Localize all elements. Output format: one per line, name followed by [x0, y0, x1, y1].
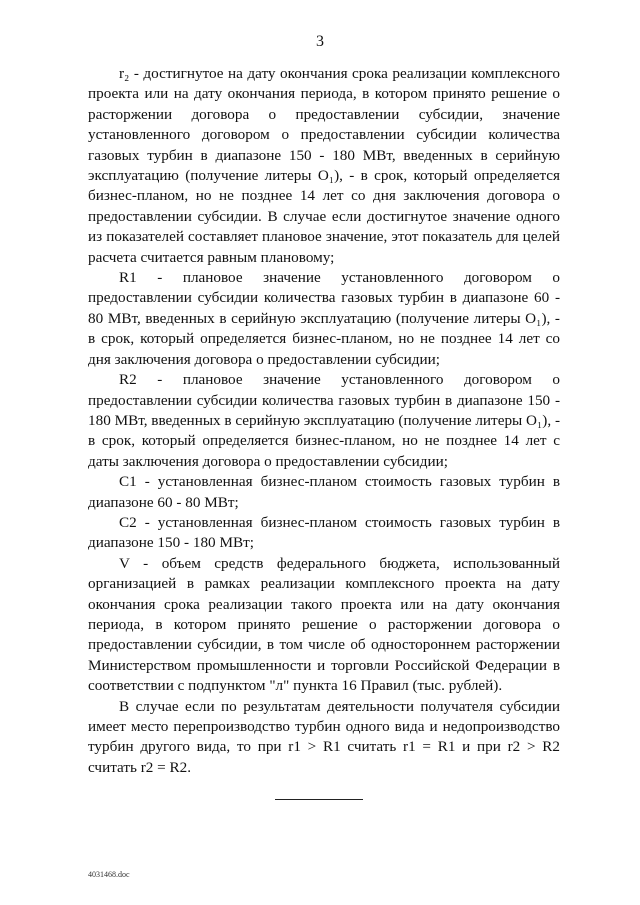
- paragraph-C1-definition: C1 - установленная бизнес-планом стоимость газовых турбин в диапазоне 60 - 80 МВт;: [88, 473, 560, 511]
- paragraph-C2-definition: C2 - установленная бизнес-планом стоимость газовых турбин в диапазоне 150 - 180 МВт;: [88, 513, 560, 552]
- paragraph-R2-definition: R2 - плановое значение установленного договором о предоставлении субсидии количества газовых турбин в диапазоне 150 - 180 МВт, введенных в серийную эксплуатацию (получение литеры O₁), - в срок, который определяется бизнес-планом, но не позднее 14 лет с даты заключения договора о предоставлении субсидии;: [88, 371, 561, 470]
- footer-doc-code: 4031468.doc: [88, 870, 130, 879]
- page-number: 3: [316, 33, 324, 50]
- end-divider: [275, 799, 363, 800]
- paragraph-V-definition: V - объем средств федерального бюджета, использованный организацией в рамках реализации комплексного проекта на дату окончания срока реализации такого проекта или на дату окончания периода, в котором принято решение о расторжении договора о предоставлении субсидии, в том числе об одностороннем расторжении Министерством промышленности и торговли Российской Федерации в соответствии с подпунктом "л" пункта 16 Правил (тыс. рублей).: [88, 554, 560, 695]
- paragraph-r2-definition: r₂ - достигнутое на дату окончания срока реализации комплексного проекта или на дату окончания периода, в котором принято решение о расторжении договора о предоставлении субсидии, значение установленного договором о предоставлении субсидии количества газовых турбин в диапазоне 150 - 180 МВт, введенных в серийную эксплуатацию (получение литеры O₁), - в срок, который определяется бизнес-планом, но не позднее 14 лет со дня заключения договора о предоставлении субсидии. В случае если достигнутое значение одного из показателей составляет плановое значение, этот показатель для целей расчета считается равным плановому;: [88, 65, 560, 266]
- paragraph-R1-definition: R1 - плановое значение установленного договором о предоставлении субсидии количества газовых турбин в диапазоне 60 - 80 МВт, введенных в серийную эксплуатацию (получение литеры O₁), - в срок, который определяется бизнес-планом, но не позднее 14 лет со дня заключения договора о предоставлении субсидии;: [88, 269, 560, 368]
- paragraph-overproduction-rule: В случае если по результатам деятельности получателя субсидии имеет место перепроизводство турбин одного вида и недопроизводство турбин другого вида, то при r1 > R1 считать r1 = R1 и при r2 > R2 считать r2 = R2.: [88, 697, 560, 776]
- document-body: [88, 64, 560, 778]
